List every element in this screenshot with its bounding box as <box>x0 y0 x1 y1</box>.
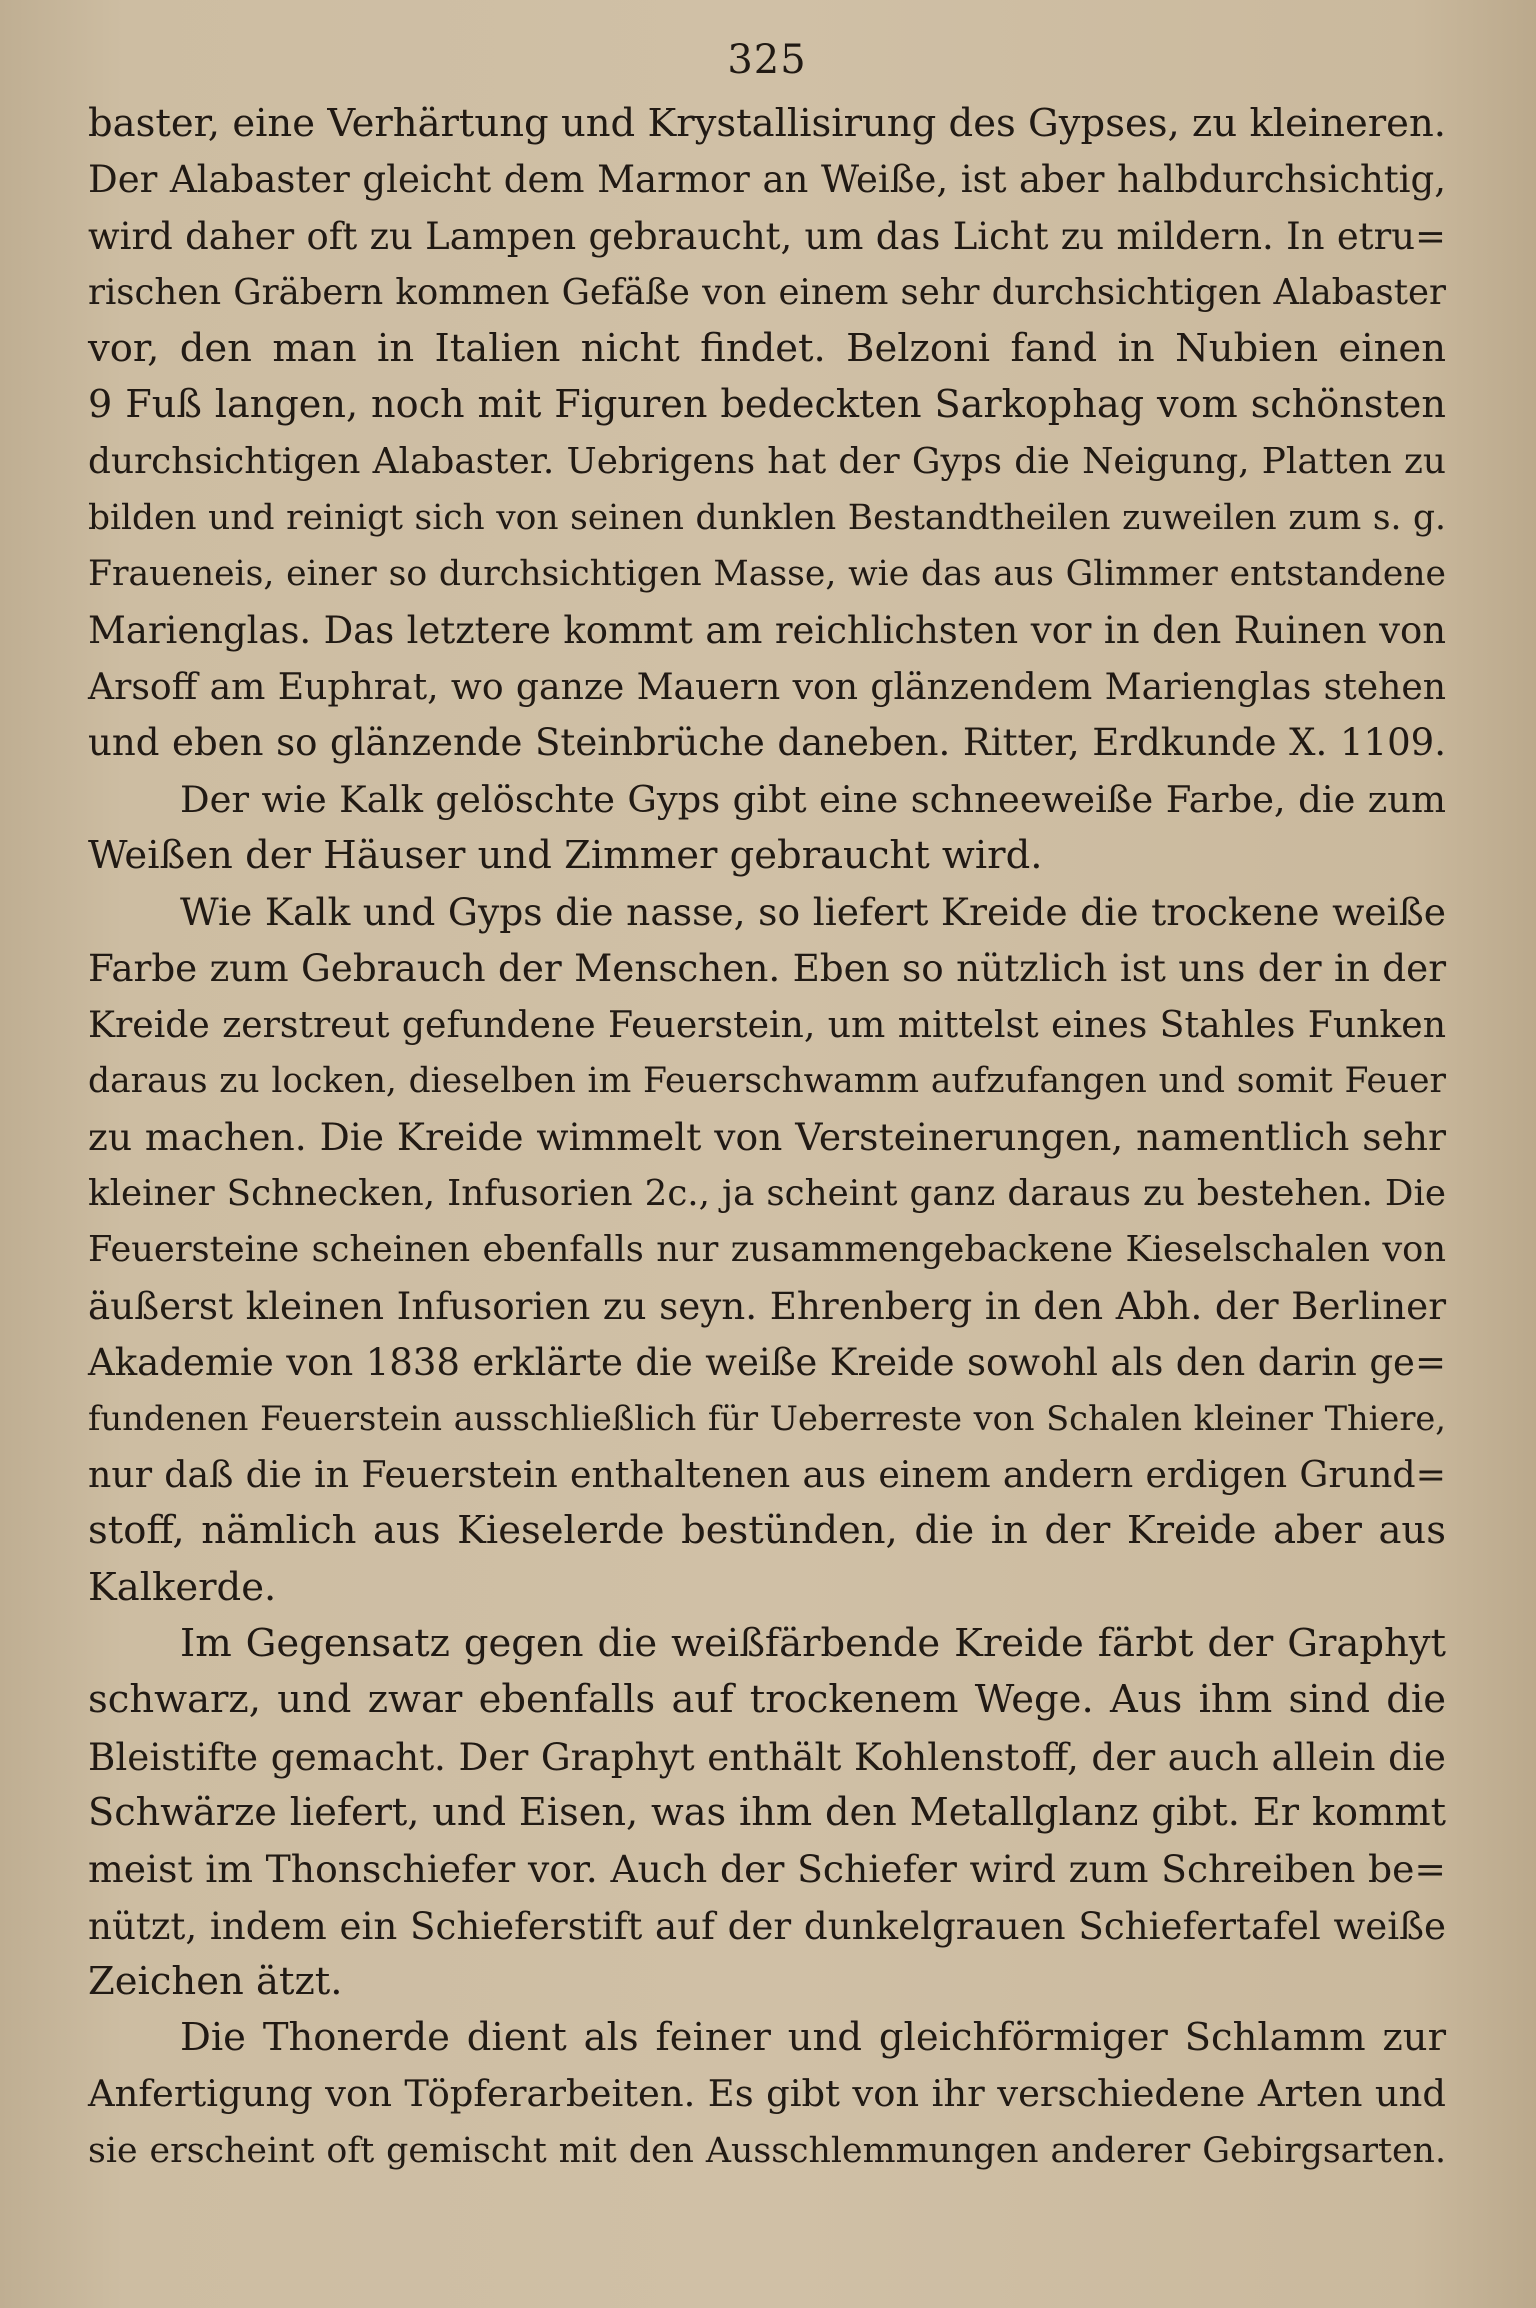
paragraph <box>88 96 1446 772</box>
text-line: kleiner Schnecken, Infusorien 2c., ja scheint ganz daraus zu bestehen. Die <box>88 1172 1446 1214</box>
text-line: durchsichtigen Alabaster. Uebrigens hat der Gyps die Neigung, Platten zu <box>88 440 1446 482</box>
text-line: Fraueneis, einer so durchsichtigen Masse, wie das aus Glimmer entstandene <box>88 554 1446 595</box>
text-line: Feuersteine scheinen ebenfalls nur zusammengebackene Kieselschalen von <box>88 1228 1446 1270</box>
text-line: sie erscheint oft gemischt mit den Ausschlemmungen anderer Gebirgsarten. <box>88 2130 1446 2171</box>
text-line: Bleistifte gemacht. Der Graphyt enthält Kohlenstoff, der auch allein die <box>88 1734 1446 1779</box>
text-line: Akademie von 1838 erklärte die weiße Kreide sowohl als den darin ge= <box>88 1340 1446 1384</box>
text-line: Arsoff am Euphrat, wo ganze Mauern von glänzendem Marienglas stehen <box>88 664 1446 708</box>
text-line: nützt, indem ein Schieferstift auf der dunkelgrauen Schiefertafel weiße <box>88 1903 1446 1948</box>
text-line: Die Thonerde dient als feiner und gleichförmiger Schlamm zur <box>180 2015 1446 2061</box>
text-line: zu machen. Die Kreide wimmelt von Versteinerungen, namentlich sehr <box>88 1115 1446 1160</box>
text-line: äußerst kleinen Infusorien zu seyn. Ehrenberg in den Abh. der Berliner <box>88 1284 1446 1329</box>
paragraph <box>88 2010 1446 2179</box>
text-line: Wie Kalk und Gyps die nasse, so liefert Kreide die trockene weiße <box>180 890 1446 935</box>
text-line: baster, eine Verhärtung und Krystallisirung des Gypses, zu kleineren. <box>88 101 1446 146</box>
text-line: Kreide zerstreut gefundene Feuerstein, um mittelst eines Stahles Funken <box>88 1002 1446 1046</box>
text-line: Zeichen ätzt. <box>88 1958 343 2004</box>
text-line: Farbe zum Gebrauch der Menschen. Eben so nützlich ist uns der in der <box>88 946 1446 991</box>
paragraph <box>88 772 1446 885</box>
page-number: 325 <box>727 37 807 83</box>
text-line: nur daß die in Feuerstein enthaltenen aus einem andern erdigen Grund= <box>88 1453 1446 1497</box>
paragraph <box>88 1616 1446 2010</box>
text-line: Anfertigung von Töpferarbeiten. Es gibt von ihr verschiedene Arten und <box>88 2072 1446 2116</box>
text-line: stoff, nämlich aus Kieselerde bestünden, die in der Kreide aber aus <box>88 1508 1446 1554</box>
text-line: Schwärze liefert, und Eisen, was ihm den Metallglanz gibt. Er kommt <box>88 1789 1446 1835</box>
text-line: rischen Gräbern kommen Gefäße von einem sehr durchsichtigen Alabaster <box>88 271 1446 313</box>
text-line: bilden und reinigt sich von seinen dunklen Bestandtheilen zuweilen zum s. g. <box>88 498 1446 539</box>
paragraph <box>88 884 1446 1616</box>
text-line: Der wie Kalk gelöschte Gyps gibt eine schneeweiße Farbe, die zum <box>180 777 1446 821</box>
text-line: 9 Fuß langen, noch mit Figuren bedeckten Sarkophag vom schönsten <box>88 383 1446 428</box>
text-line: Im Gegensatz gegen die weißfärbende Kreide färbt der Graphyt <box>180 1621 1446 1667</box>
text-line: Der Alabaster gleicht dem Marmor an Weiße, ist aber halbdurchsichtig, <box>88 158 1446 202</box>
text-line: daraus zu locken, dieselben im Feuerschwamm aufzufangen und somit Feuer <box>88 1061 1446 1102</box>
text-line: wird daher oft zu Lampen gebraucht, um das Licht zu mildern. In etru= <box>88 214 1446 258</box>
text-line: und eben so glänzende Steinbrüche daneben. Ritter, Erdkunde X. 1109. <box>88 721 1446 765</box>
text-line: Marienglas. Das letztere kommt am reichlichsten vor in den Ruinen von <box>88 608 1446 652</box>
text-line: Weißen der Häuser und Zimmer gebraucht wird. <box>88 832 1043 878</box>
page-body-text <box>88 96 1446 2179</box>
text-line: fundenen Feuerstein ausschließlich für Ueberreste von Schalen kleiner Thiere, <box>88 1398 1446 1438</box>
text-line: Kalkerde. <box>88 1564 277 1610</box>
text-line: vor, den man in Italien nicht findet. Belzoni fand in Nubien einen <box>88 326 1446 372</box>
text-line: schwarz, und zwar ebenfalls auf trockenem Wege. Aus ihm sind die <box>88 1677 1446 1723</box>
text-line: meist im Thonschiefer vor. Auch der Schiefer wird zum Schreiben be= <box>88 1847 1446 1892</box>
